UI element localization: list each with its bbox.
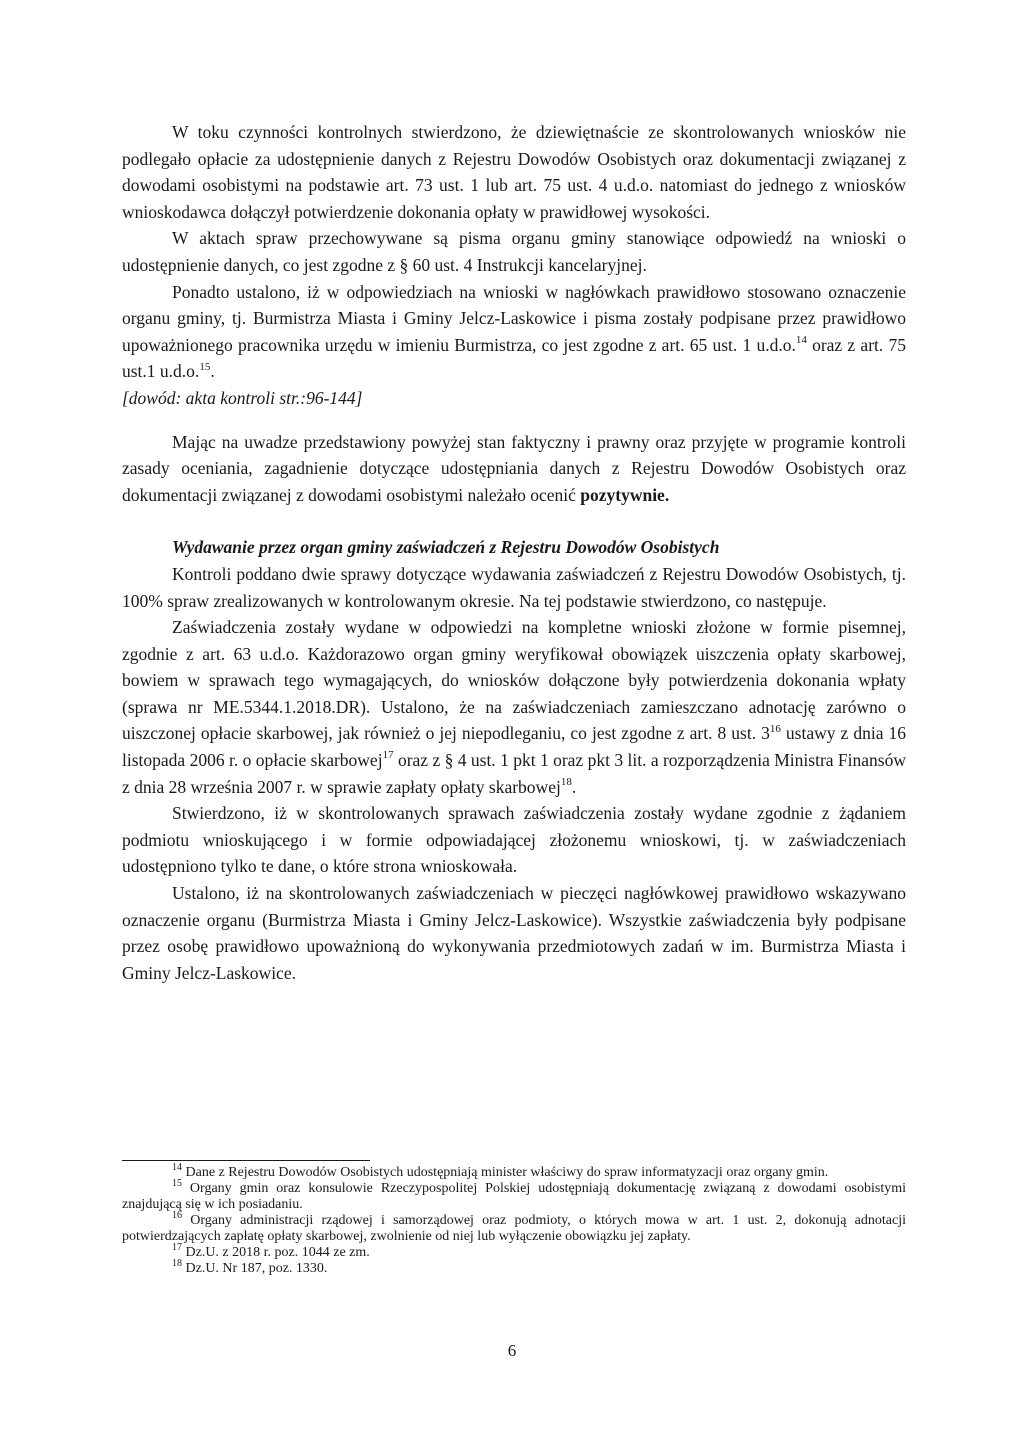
footnote-ref-15: 15: [199, 360, 211, 373]
evidence-reference: [dowód: akta kontroli str.:96-144]: [122, 387, 363, 408]
footnote-number: 15: [172, 1178, 182, 1190]
text-segment: Mając na uwadze przedstawiony powyżej stan faktyczny i prawny oraz przyjęte w programie kontroli zasady oceniania, zagadnienie dotyczące udostępniania danych z Rejestru Dowodów Osobistych oraz dokumentacji związanej z dowodami osobistymi należało ocenić: [122, 431, 906, 505]
section-heading: Wydawanie przez organ gminy zaświadczeń z Rejestru Dowodów Osobistych: [172, 537, 720, 558]
text-segment: .: [571, 776, 577, 797]
footnote-ref-17: 17: [382, 749, 394, 762]
footnote-15: [122, 1178, 906, 1213]
footnote-17: [122, 1242, 906, 1261]
assessment-result: pozytywnie.: [580, 484, 670, 505]
footnote-text: Dz.U. Nr 187, poz. 1330.: [182, 1261, 328, 1276]
text-segment: .: [210, 361, 215, 382]
footnote-number: 18: [172, 1258, 182, 1270]
text-segment: oraz z art. 75 ust.1 u.d.o.: [122, 334, 906, 382]
paragraph-cases-reviewed: Kontroli poddano dwie sprawy dotyczące wydawania zaświadczeń z Rejestru Dowodów Osobistych, tj. 100% spraw zrealizowanych w kontrolowanym okresie. Na tej podstawie stwierdzono, co następuje.: [122, 563, 906, 611]
body-text: [122, 119, 906, 986]
page-number: 6: [507, 1341, 517, 1360]
footnote-ref-18: 18: [560, 775, 572, 788]
footnote-text: Organy administracji rządowej i samorządowej oraz podmioty, o których mowa w art. 1 ust. 2, dokonują adnotacji potwierdzających zapłatę opłaty skarbowej, zwolnienie od niej lub wyłączenie obowiązku jej zapłaty.: [122, 1213, 906, 1244]
text-segment: Zaświadczenia zostały wydane w odpowiedzi na kompletne wnioski złożone w formie pisemnej, zgodnie z art. 63 u.d.o. Każdorazowo organ gminy weryfikował obowiązek uiszczenia opłaty skarbowej, bowiem w sprawach tego wymagających, do wniosków dołączone były potwierdzenia dokonania wpłaty (sprawa nr ME.5344.1.2018.DR). Ustalono, że na zaświadczeniach zamieszczano adnotację zarówno o uiszczonej opłacie skarbowej, jak również o jej niepodleganiu, co jest zgodne z art. 8 ust. 3: [122, 617, 906, 744]
footnote-ref-16: 16: [769, 722, 781, 735]
footnote-16: [122, 1210, 906, 1245]
footnote-text: Dz.U. z 2018 r. poz. 1044 ze zm.: [182, 1245, 370, 1260]
footnote-number: 14: [172, 1162, 182, 1174]
paragraph-assessment: [122, 429, 906, 509]
paragraph-fee-exemption: W toku czynności kontrolnych stwierdzono, że dziewiętnaście ze skontrolowanych wniosków nie podlegało opłacie za udostępnienie danych z Rejestru Dowodów Osobistych oraz dokumentacji związanej z dowodami osobistymi na podstawie art. 73 ust. 1 lub art. 75 ust. 4 u.d.o. natomiast do jednego z wniosków wnioskodawca dołączył potwierdzenie dokonania opłaty w prawidłowej wysokości.: [122, 122, 906, 222]
text-segment: Ponadto ustalono, iż w odpowiedziach na wnioski w nagłówkach prawidłowo stosowano oznaczenie organu gminy, tj. Burmistrza Miasta i Gminy Jelcz-Laskowice i pisma zostały podpisane przez prawidłowo upoważnionego pracownika urzędu w imieniu Burmistrza, co jest zgodne z art. 65 ust. 1 u.d.o.: [122, 281, 906, 355]
footnote-14: [122, 1162, 906, 1181]
paragraph-signatures: [122, 279, 906, 385]
footnote-separator: [122, 1160, 370, 1161]
footnote-text: Dane z Rejestru Dowodów Osobistych udostępniają minister właściwy do spraw informatyzacji oraz organy gmin.: [182, 1165, 829, 1180]
text-segment: ustawy z dnia 16 listopada 2006 r. o opłacie skarbowej: [122, 723, 906, 771]
paragraph-header-stamp: Ustalono, iż na skontrolowanych zaświadczeniach w pieczęci nagłówkowej prawidłowo wskazywano oznaczenie organu (Burmistrza Miasta i Gminy Jelcz-Laskowice). Wszystkie zaświadczenia były podpisane przez osobę prawidłowo upoważnioną do wykonywania przedmiotowych zadań w im. Burmistrza Miasta i Gminy Jelcz-Laskowice.: [122, 883, 906, 983]
footnote-number: 16: [172, 1210, 182, 1222]
footnotes: [122, 1162, 906, 1277]
paragraph-certificates-issued: [122, 614, 906, 800]
footnote-18: [122, 1258, 906, 1277]
paragraph-response-letters: W aktach spraw przechowywane są pisma organu gminy stanowiące odpowiedź na wnioski o udostępnienie danych, co jest zgodne z § 60 ust. 4 Instrukcji kancelaryjnej.: [122, 228, 906, 275]
footnote-number: 17: [172, 1242, 182, 1254]
footnote-text: Organy gmin oraz konsulowie Rzeczypospolitej Polskiej udostępniają dokumentację związaną z dowodami osobistymi znajdującą się w ich posiadaniu.: [122, 1181, 906, 1212]
paragraph-request-conformity: Stwierdzono, iż w skontrolowanych sprawach zaświadczenia zostały wydane zgodnie z żądaniem podmiotu wnioskującego i w formie odpowiadającej złożonemu wnioskowi, tj. w zaświadczeniach udostępniono tylko te dane, o które strona wnioskowała.: [122, 803, 906, 877]
text-segment: oraz z § 4 ust. 1 pkt 1 oraz pkt 3 lit. a rozporządzenia Ministra Finansów z dnia 28 września 2007 r. w sprawie zapłaty opłaty skarbowej: [122, 750, 906, 797]
footnote-ref-14: 14: [795, 333, 807, 346]
